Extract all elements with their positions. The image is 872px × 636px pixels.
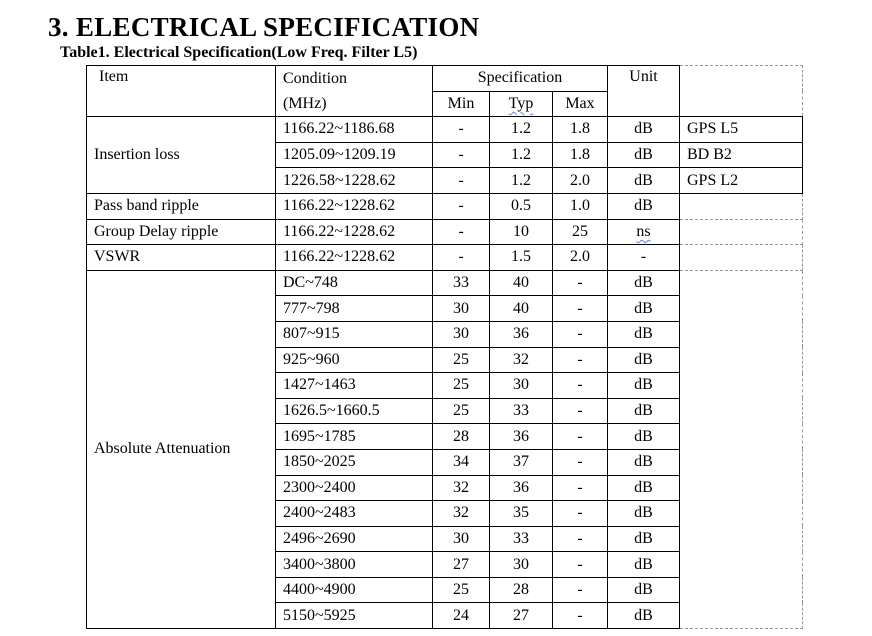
max-cell: - (553, 373, 608, 399)
condition-cell: 5150~5925 (276, 603, 433, 629)
min-cell: 28 (433, 424, 490, 450)
table-caption: Table1. Electrical Specification(Low Freq. Filter L5) (60, 44, 418, 61)
typ-cell: 1.2 (490, 117, 553, 143)
item-cell: VSWR (87, 245, 276, 271)
unit-cell: dB (608, 142, 680, 168)
item-absolute-attenuation: Absolute Attenuation (87, 270, 276, 628)
min-cell: 25 (433, 373, 490, 399)
section-heading: 3. ELECTRICAL SPECIFICATION (48, 12, 480, 42)
typ-cell: 1.2 (490, 168, 553, 194)
max-cell: 1.8 (553, 142, 608, 168)
max-cell: - (553, 577, 608, 603)
max-cell: - (553, 449, 608, 475)
unit-cell: dB (608, 526, 680, 552)
min-cell: 25 (433, 577, 490, 603)
electrical-spec-table (86, 65, 803, 629)
max-cell: - (553, 321, 608, 347)
typ-cell: 35 (490, 501, 553, 527)
header-condition-unit: (MHz) (276, 91, 433, 117)
min-cell: - (433, 219, 490, 245)
typ-cell: 36 (490, 424, 553, 450)
condition-cell: DC~748 (276, 270, 433, 296)
max-cell: - (553, 603, 608, 629)
typ-cell: 33 (490, 398, 553, 424)
note-empty-cell (680, 270, 803, 628)
spec-row (87, 219, 803, 245)
header-max: Max (553, 91, 608, 117)
typ-cell: 1.5 (490, 245, 553, 271)
unit-cell: dB (608, 347, 680, 373)
min-cell: 24 (433, 603, 490, 629)
max-cell: - (553, 501, 608, 527)
max-cell: - (553, 552, 608, 578)
header-unit: Unit (608, 66, 680, 117)
max-cell: 1.8 (553, 117, 608, 143)
max-cell: - (553, 398, 608, 424)
note-empty-cell (680, 219, 803, 245)
max-cell: - (553, 424, 608, 450)
typ-cell: 40 (490, 270, 553, 296)
condition-cell: 2300~2400 (276, 475, 433, 501)
item-cell: Group Delay ripple (87, 219, 276, 245)
condition-cell: 807~915 (276, 321, 433, 347)
typ-cell: 36 (490, 475, 553, 501)
min-cell: 32 (433, 475, 490, 501)
min-cell: - (433, 117, 490, 143)
header-specification: Specification (433, 66, 608, 92)
min-cell: 25 (433, 398, 490, 424)
max-cell: 2.0 (553, 168, 608, 194)
condition-cell: 925~960 (276, 347, 433, 373)
spec-row (87, 193, 803, 219)
unit-cell: dB (608, 501, 680, 527)
typ-cell: 30 (490, 373, 553, 399)
condition-cell: 1427~1463 (276, 373, 433, 399)
min-cell: 30 (433, 296, 490, 322)
unit-cell: dB (608, 296, 680, 322)
unit-cell: dB (608, 552, 680, 578)
condition-cell: 1695~1785 (276, 424, 433, 450)
header-condition: Condition (276, 66, 433, 92)
condition-cell: 2400~2483 (276, 501, 433, 527)
table-body (87, 66, 803, 629)
typ-cell: 40 (490, 296, 553, 322)
typ-cell: 36 (490, 321, 553, 347)
condition-cell: 1166.22~1228.62 (276, 219, 433, 245)
min-cell: 25 (433, 347, 490, 373)
header-item: Item (87, 66, 276, 117)
max-cell: 2.0 (553, 245, 608, 271)
header-min: Min (433, 91, 490, 117)
condition-cell: 1226.58~1228.62 (276, 168, 433, 194)
note-empty-cell (680, 245, 803, 271)
unit-text: ns (636, 222, 651, 240)
condition-cell: 3400~3800 (276, 552, 433, 578)
max-cell: 1.0 (553, 193, 608, 219)
min-cell: - (433, 245, 490, 271)
condition-cell: 777~798 (276, 296, 433, 322)
note-cell: GPS L5 (680, 117, 803, 143)
unit-cell: dB (608, 577, 680, 603)
unit-cell: dB (608, 168, 680, 194)
insertion-loss-row (87, 117, 803, 143)
condition-cell: 1166.22~1228.62 (276, 193, 433, 219)
min-cell: - (433, 168, 490, 194)
attenuation-row (87, 270, 803, 296)
max-cell: 25 (553, 219, 608, 245)
unit-cell: dB (608, 449, 680, 475)
min-cell: 33 (433, 270, 490, 296)
unit-cell: dB (608, 424, 680, 450)
condition-cell: 1850~2025 (276, 449, 433, 475)
item-cell: Pass band ripple (87, 193, 276, 219)
typ-cell: 30 (490, 552, 553, 578)
condition-cell: 4400~4900 (276, 577, 433, 603)
condition-cell: 2496~2690 (276, 526, 433, 552)
min-cell: 27 (433, 552, 490, 578)
unit-cell: dB (608, 398, 680, 424)
condition-cell: 1626.5~1660.5 (276, 398, 433, 424)
unit-cell: dB (608, 270, 680, 296)
header-row-1 (87, 66, 803, 92)
spec-row (87, 245, 803, 271)
unit-cell (608, 219, 680, 245)
typ-cell: 1.2 (490, 142, 553, 168)
min-cell: 30 (433, 526, 490, 552)
unit-cell: dB (608, 193, 680, 219)
unit-cell: - (608, 245, 680, 271)
typ-cell: 32 (490, 347, 553, 373)
min-cell: 34 (433, 449, 490, 475)
unit-cell: dB (608, 117, 680, 143)
header-typ (490, 91, 553, 117)
typ-cell: 27 (490, 603, 553, 629)
condition-cell: 1166.22~1228.62 (276, 245, 433, 271)
typ-cell: 10 (490, 219, 553, 245)
item-insertion-loss: Insertion loss (87, 117, 276, 194)
header-note-empty (680, 66, 803, 117)
max-cell: - (553, 270, 608, 296)
max-cell: - (553, 296, 608, 322)
note-empty-cell (680, 193, 803, 219)
condition-cell: 1166.22~1186.68 (276, 117, 433, 143)
typ-cell: 33 (490, 526, 553, 552)
min-cell: 30 (433, 321, 490, 347)
max-cell: - (553, 347, 608, 373)
min-cell: 32 (433, 501, 490, 527)
min-cell: - (433, 142, 490, 168)
unit-cell: dB (608, 321, 680, 347)
note-cell: BD B2 (680, 142, 803, 168)
max-cell: - (553, 526, 608, 552)
typ-cell: 0.5 (490, 193, 553, 219)
header-typ-text: Typ (508, 94, 534, 112)
note-cell: GPS L2 (680, 168, 803, 194)
unit-cell: dB (608, 603, 680, 629)
min-cell: - (433, 193, 490, 219)
condition-cell: 1205.09~1209.19 (276, 142, 433, 168)
unit-cell: dB (608, 475, 680, 501)
unit-cell: dB (608, 373, 680, 399)
typ-cell: 28 (490, 577, 553, 603)
typ-cell: 37 (490, 449, 553, 475)
max-cell: - (553, 475, 608, 501)
